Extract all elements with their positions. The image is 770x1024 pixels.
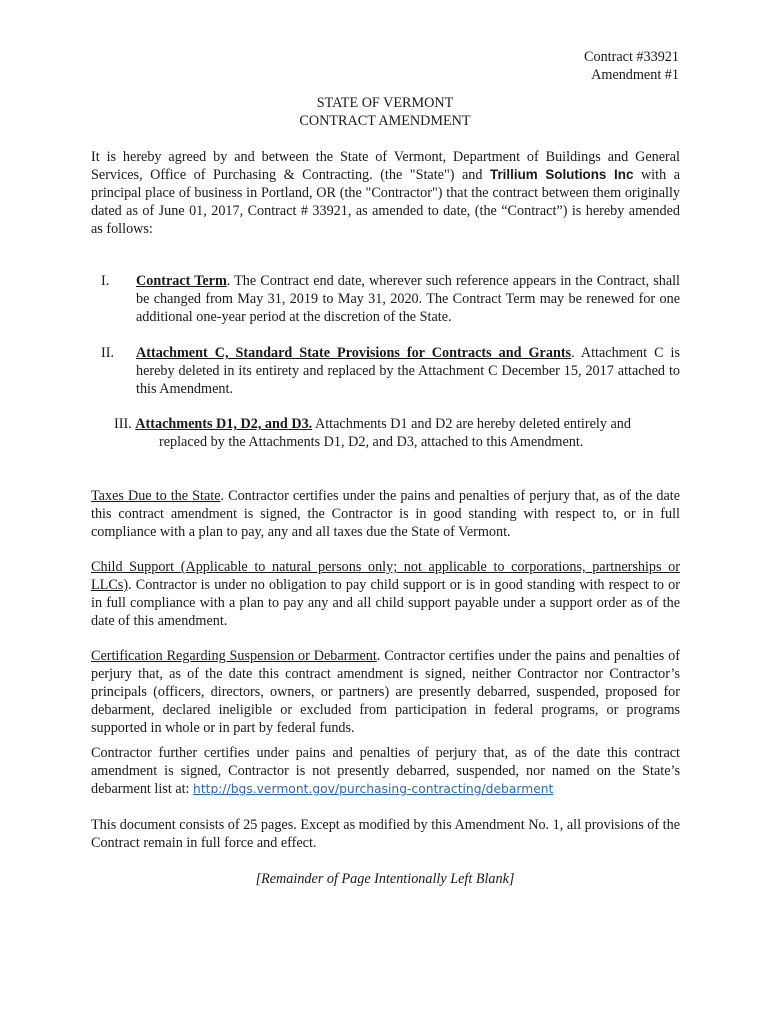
contractor-name: Trillium Solutions Inc [490, 167, 634, 182]
intro-text-end: with a principal place of business in Portland, OR (the "Contractor") that the contract between them originally dated as of June 01, 2017, Contract # 33921, as amended to date, (the “Contract”) is hereby amended as follows: [91, 167, 680, 237]
amendment-item-2 [91, 344, 680, 398]
taxes-paragraph [91, 487, 680, 541]
title-line-amendment: CONTRACT AMENDMENT [299, 113, 471, 129]
item-heading-punct: . [226, 273, 231, 289]
taxes-text: . Contractor certifies under the pains and penalties of perjury that, as of the date this contract amendment is signed, the Contractor is in good standing with respect to, or in full compliance with a plan to pay, any and all taxes due the State of Vermont. [91, 488, 680, 540]
further-text: Contractor further certifies under pains and penalties of perjury that, as of the date this contract amendment is signed, Contractor is not presently debarred, suspended, nor named on the State’s debarment list at: [91, 745, 680, 797]
child-support-text: . Contractor is under no obligation to pay child support or is in good standing with respect to or in full compliance with a plan to pay any and all child support payable under a support order as of the date of this amendment. [91, 577, 680, 629]
item-text: Attachment C is hereby deleted in its entirety and replaced by the Attachment C December 15, 2017 attached to this Amendment. [136, 345, 681, 397]
closing-note: [Remainder of Page Intentionally Left Blank] [255, 871, 515, 887]
item-heading: Attachments D1, D2, and D3. [135, 416, 313, 432]
pages-statement: This document consists of 25 pages. Except as modified by this Amendment No. 1, all provisions of the Contract remain in full force and effect. [91, 817, 680, 851]
further-certification-paragraph [91, 744, 680, 798]
title-line-state: STATE OF VERMONT [316, 95, 454, 111]
certification-text: . Contractor certifies under the pains and penalties of perjury that, as of the date this contract amendment is signed, neither Contractor nor Contractor’s principals (officers, directors, owners, or partners) are presently debarred, suspended, proposed for debarment, declared ineligible or excluded from participation in federal programs, or programs supported in whole or in part by federal funds. [91, 648, 680, 736]
item-number: III. [114, 416, 132, 432]
item-number: I. [101, 273, 110, 289]
certification-heading: Certification Regarding Suspension or Debarment [91, 648, 377, 664]
item-heading: Attachment C, Standard State Provisions for Contracts and Grants [136, 345, 572, 361]
amendment-number: Amendment #1 [591, 67, 679, 83]
child-support-paragraph [91, 558, 680, 630]
document-title [0, 94, 770, 130]
intro-paragraph [91, 148, 680, 238]
amendment-item-1 [91, 272, 680, 326]
intro-text-start: It is hereby agreed by and between the State of Vermont, Department of Buildings and General Services, Office of Purchasing & Contracting. (the "State") and [91, 149, 680, 183]
taxes-heading: Taxes Due to the State [91, 488, 221, 504]
item-text-line1: Attachments D1 and D2 are hereby deleted entirely and [312, 416, 631, 432]
item-heading: Contract Term [136, 273, 227, 289]
child-support-heading: Child Support (Applicable to natural persons only; not applicable to corporations, partnerships or LLCs) [91, 559, 680, 593]
debarment-link[interactable]: http://bgs.vermont.gov/purchasing-contracting/debarment [193, 782, 554, 796]
item-number: II. [101, 345, 114, 361]
item-heading-punct: . [571, 345, 575, 361]
contract-header [584, 48, 679, 84]
item-text-line2: replaced by the Attachments D1, D2, and D3, attached to this Amendment. [159, 434, 584, 450]
certification-paragraph [91, 647, 680, 737]
contract-number: Contract #33921 [584, 49, 679, 65]
amendment-item-3 [91, 415, 680, 451]
item-text: The Contract end date, wherever such reference appears in the Contract, shall be changed from May 31, 2019 to May 31, 2020. The Contract Term may be renewed for one additional one-year period at the discretion of the State. [136, 273, 680, 325]
